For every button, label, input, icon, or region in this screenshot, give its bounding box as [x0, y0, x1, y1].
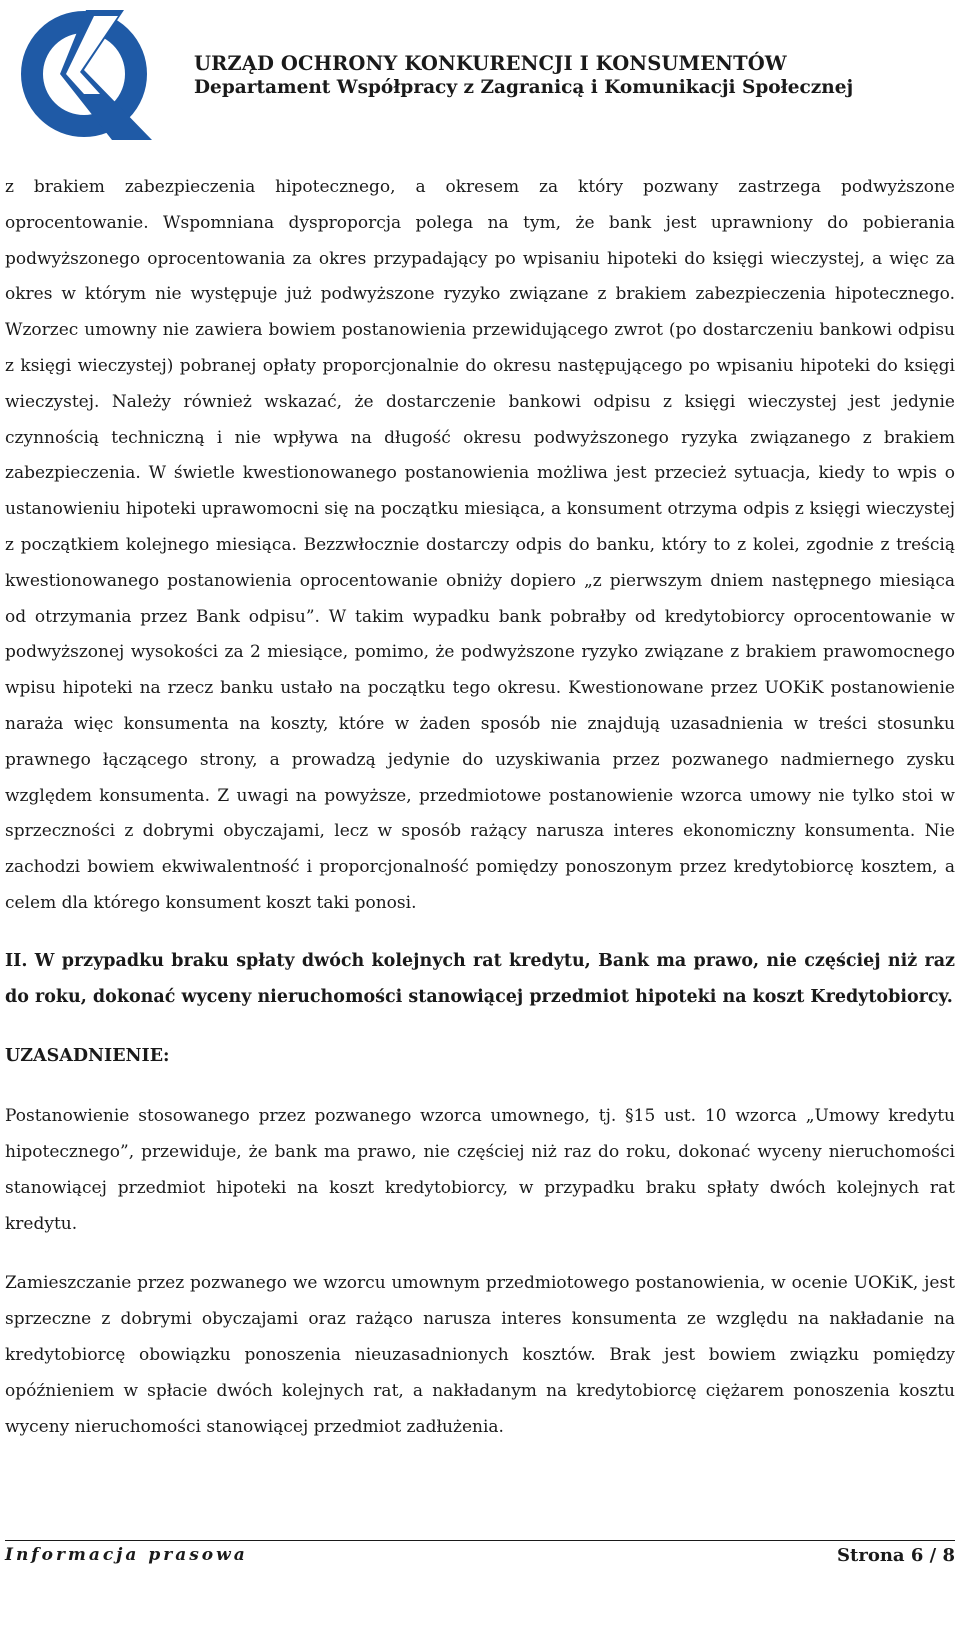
page-header: [0, 0, 960, 150]
organization-name: URZĄD OCHRONY KONKURENCJI I KONSUMENTÓW: [194, 52, 787, 75]
body-paragraph-2: Postanowienie stosowanego przez pozwanego wzorca umownego, tj. §15 ust. 10 wzorca „Umowy kredytu hipotecznego”, przewiduje, że bank ma prawo, nie częściej niż raz do roku, dokonać wyceny nieruchomości stanowiącej przedmiot hipoteki na koszt kredytobiorcy, w przypadku braku spłaty dwóch kolejnych rat kredytu.: [5, 1106, 955, 1234]
section-heading: II. W przypadku braku spłaty dwóch kolejnych rat kredytu, Bank ma prawo, nie częściej niż raz do roku, dokonać wyceny nieruchomości stanowiącej przedmiot hipoteki na koszt Kredytobiorcy.: [5, 950, 955, 1007]
footer-label: Informacja prasowa: [5, 1545, 248, 1565]
department-name: Departament Współpracy z Zagranicą i Komunikacji Społecznej: [194, 77, 854, 98]
page-number: Strona 6 / 8: [837, 1545, 955, 1566]
justification-heading: UZASADNIENIE:: [5, 1046, 170, 1067]
body-paragraph-3: Zamieszczanie przez pozwanego we wzorcu umownym przedmiotowego postanowienia, w ocenie UOKiK, jest sprzeczne z dobrymi obyczajami oraz rażąco narusza interes konsumenta ze względu na nakładanie na kredytobiorcę obowiązku ponoszenia nieuzasadnionych kosztów. Brak jest bowiem związku pomiędzy opóźnieniem w spłacie dwóch kolejnych rat, a nakładanym na kredytobiorcę ciężarem ponoszenia kosztu wyceny nieruchomości stanowiącej przedmiot zadłużenia.: [5, 1273, 955, 1437]
organization-block: [194, 52, 853, 100]
page-footer: [5, 1540, 955, 1580]
footer-divider: [5, 1540, 955, 1541]
body-paragraph-1: z brakiem zabezpieczenia hipotecznego, a okresem za który pozwany zastrzega podwyższone oprocentowanie. Wspomniana dysproporcja polega na tym, że bank jest uprawniony do pobierania podwyższonego oprocentowania za okres przypadający po wpisaniu hipoteki do księgi wieczystej, a więc za okres w którym nie występuje już podwyższone ryzyko związane z brakiem zabezpieczenia hipotecznego. Wzorzec umowny nie zawiera bowiem postanowienia przewidującego zwrot (po dostarczeniu bankowi odpisu z księgi wieczystej) pobranej opłaty proporcjonalnie do okresu następującego po wpisaniu hipoteki do księgi wieczystej. Należy również wskazać, że dostarczenie bankowi odpisu z księgi wieczystej jest jedynie czynnością techniczną i nie wpływa na długość okresu podwyższonego ryzyka związanego z brakiem zabezpieczenia. W świetle kwestionowanego postanowienia możliwa jest przecież sytuacja, kiedy to wpis o ustanowieniu hipoteki uprawomocni się na początku miesiąca, a konsument otrzyma odpis z księgi wieczystej z początkiem kolejnego miesiąca. Bezzwłocznie dostarczy odpis do banku, który to z kolei, zgodnie z treścią kwestionowanego postanowienia oprocentowanie obniży dopiero „z pierwszym dniem następnego miesiąca od otrzymania przez Bank odpisu”. W takim wypadku bank pobrałby od kredytobiorcy oprocentowanie w podwyższonej wysokości za 2 miesiące, pomimo, że podwyższone ryzyko związane z brakiem prawomocnego wpisu hipoteki na rzecz banku ustało na początku tego okresu. Kwestionowane przez UOKiK postanowienie naraża więc konsumenta na koszty, które w żaden sposób nie znajdują uzasadnienia w treści stosunku prawnego łączącego strony, a prowadzą jedynie do uzyskiwania przez pozwanego nadmiernego zysku względem konsumenta. Z uwagi na powyższe, przedmiotowe postanowienie wzorca umowy nie tylko stoi w sprzeczności z dobrymi obyczajami, lecz w sposób rażący narusza interes ekonomiczny konsumenta. Nie zachodzi bowiem ekwiwalentność i proporcjonalność pomiędzy ponoszonym przez kredytobiorcę kosztem, a celem dla którego konsument koszt taki ponosi.: [5, 177, 955, 913]
document-body: [5, 170, 955, 1445]
uokik-logo-icon: [20, 10, 152, 140]
